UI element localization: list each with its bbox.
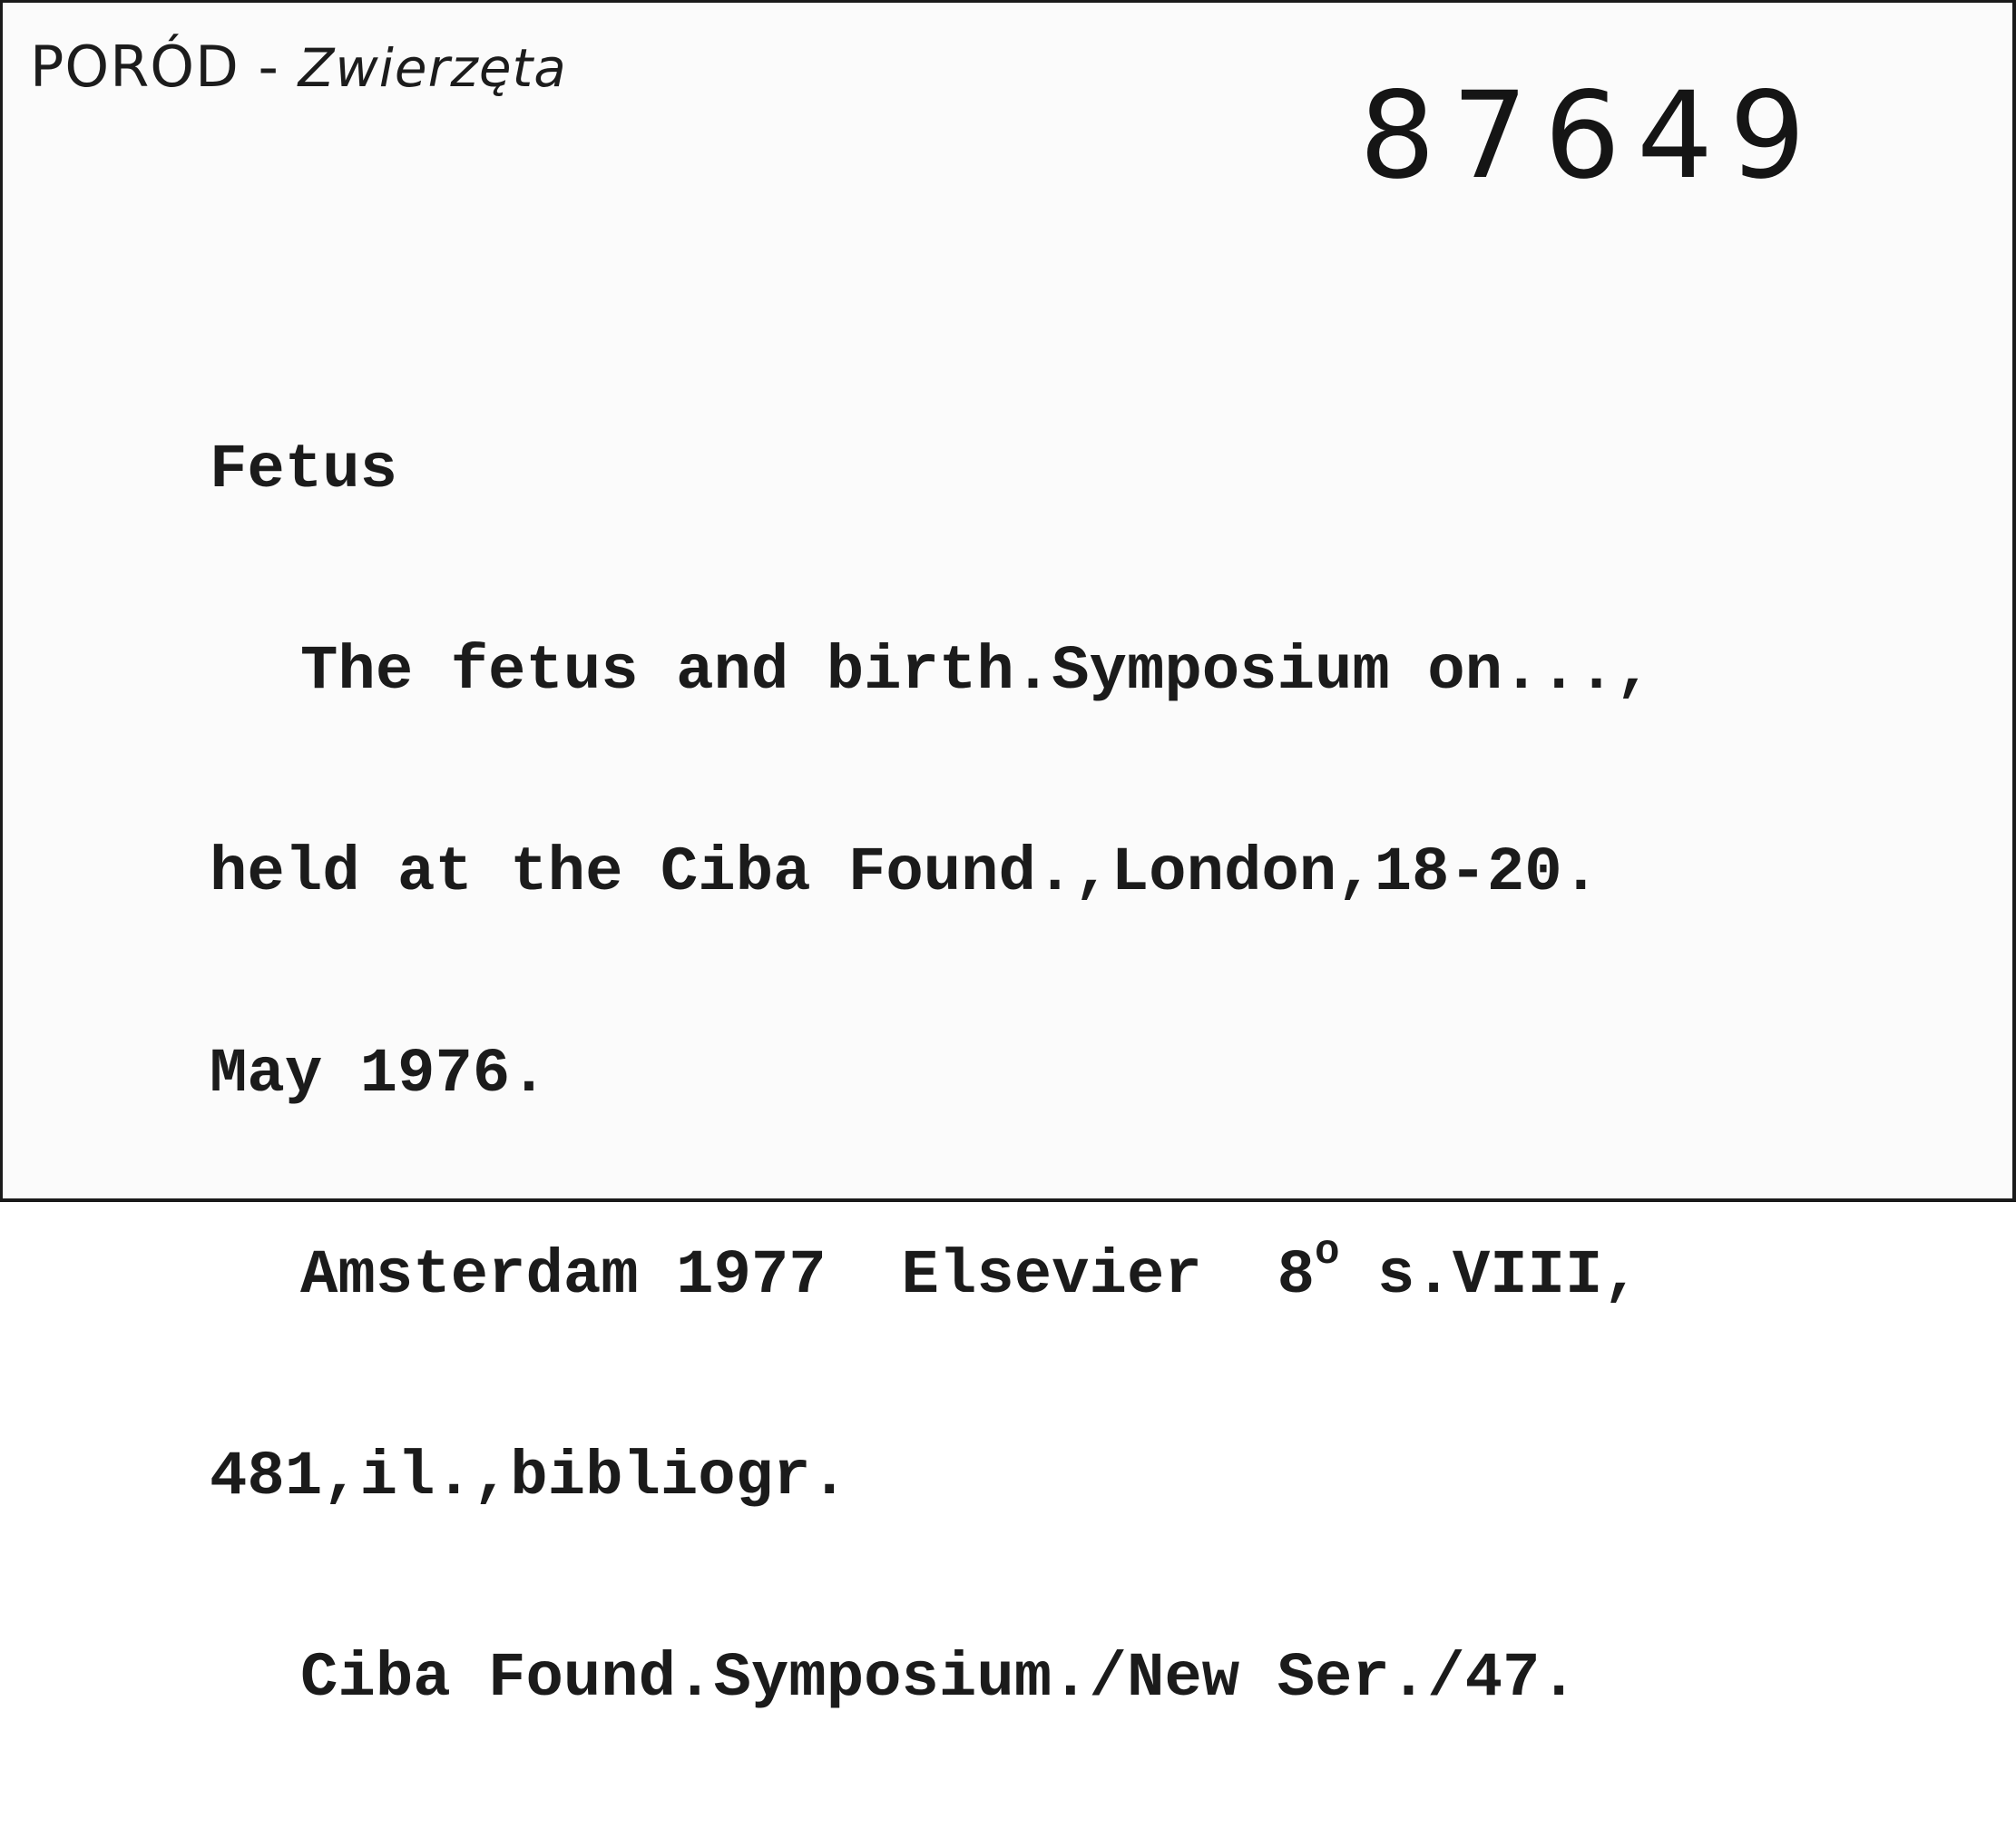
imprint-pagination: s.VIII, xyxy=(1339,1240,1640,1311)
entry-title-line-3: May 1976. xyxy=(210,1039,548,1110)
entry-title-line-1: The fetus and birth.Symposium on..., xyxy=(300,636,1653,707)
catalog-number: 87649 xyxy=(1359,66,1822,206)
imprint-format-degree: o xyxy=(1314,1228,1340,1276)
subject-subheading: Zwierzęta xyxy=(298,37,567,99)
subject-heading-main: PORÓD xyxy=(30,34,240,100)
entry-imprint-line-2: 481,il.,bibliogr. xyxy=(210,1442,848,1512)
entry-imprint-line-1 xyxy=(210,1228,1653,1311)
entry-heading-word: Fetus xyxy=(210,435,398,505)
imprint-place-year-publisher: Amsterdam 1977 Elsevier 8 xyxy=(300,1240,1315,1311)
subject-heading xyxy=(30,34,567,100)
entry-series-line: Ciba Found.Symposium./New Ser./47. xyxy=(300,1643,1578,1714)
subject-heading-separator: - xyxy=(239,34,298,100)
bibliographic-entry xyxy=(210,302,1653,1846)
entry-title-line-2: held at the Ciba Found.,London,18-20. xyxy=(210,837,1600,908)
